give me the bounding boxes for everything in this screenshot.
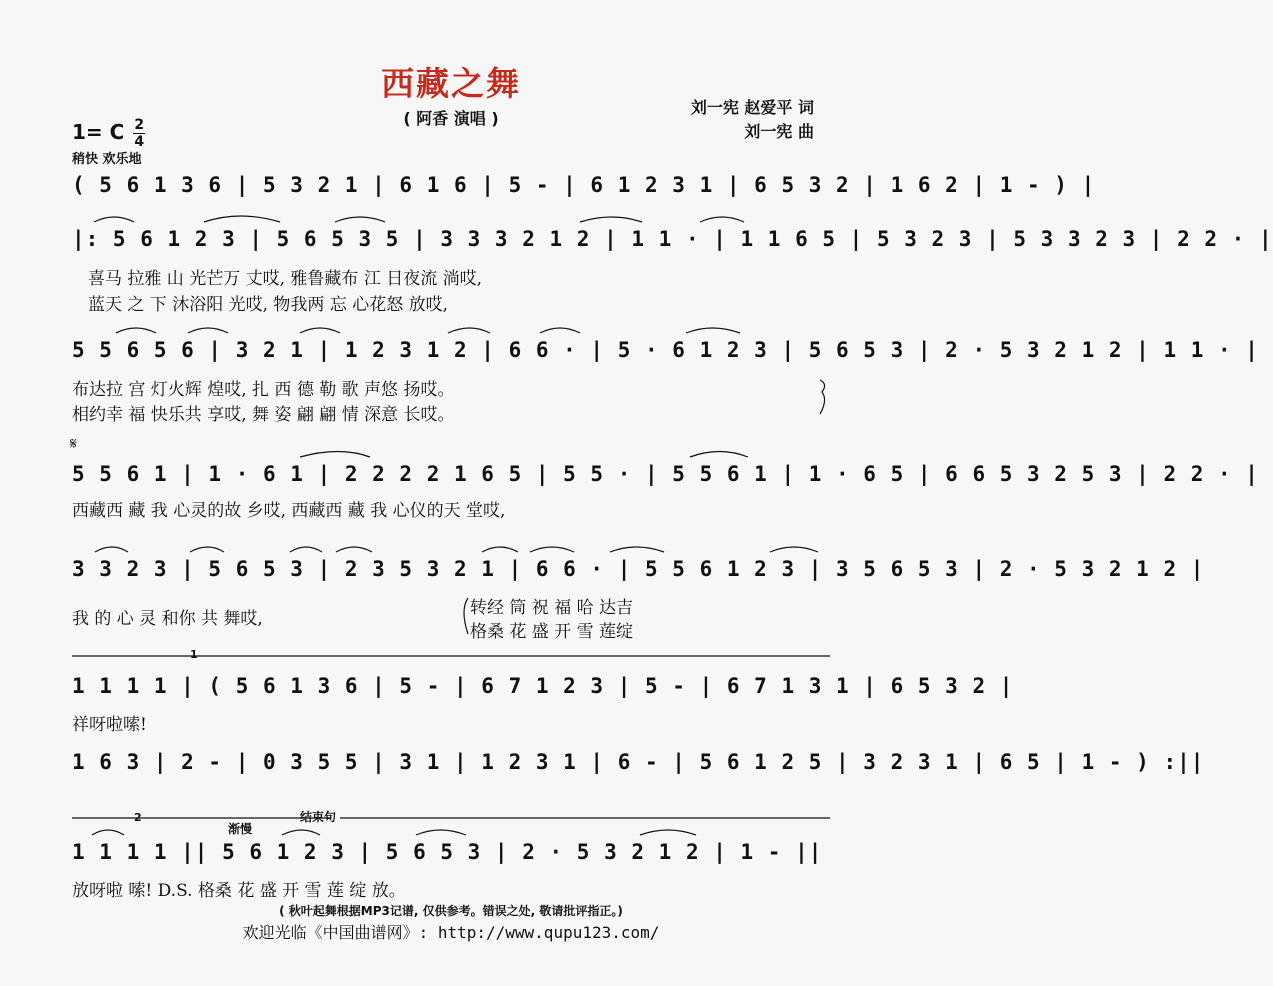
volta-1-label: 1 [190, 648, 198, 661]
lyricist-credit: 刘一宪 赵爱平 词 [690, 98, 814, 117]
lyrics-row-5-verse-2: 格桑 花 盛 开 雪 莲绽 [470, 622, 634, 642]
lyrics-row-5-main: 我 的 心 灵 和你 共 舞哎, [72, 609, 263, 629]
notation-row-1: ( 5 6 1 3 6 | 5 3 2 1 | 6 1 6 | 5 - | 6 1 2 3 1 | 6 5 3 2 | 1 6 2 | 1 - ) | [72, 173, 1096, 197]
ritardando-mark: 渐慢 [228, 822, 253, 836]
transcriber-note: ( 秋叶起舞根据MP3记谱, 仅供参考。错误之处, 敬请批评指正。) [279, 904, 623, 918]
notation-row-6: 1 1 1 1 | ( 5 6 1 3 6 | 5 - | 6 7 1 2 3 | 5 - | 6 7 1 3 1 | 6 5 3 2 | [72, 674, 1014, 698]
volta-2-label: 2 [134, 811, 142, 824]
notation-row-4: 5 5 6 1 | 1 · 6 1 | 2 2 2 2 1 6 5 | 5 5 · | 5 5 6 1 | 1 · 6 5 | 6 6 5 3 2 5 3 | 2 2 · | [72, 462, 1259, 486]
time-top: 2 [134, 117, 145, 133]
lyrics-row-3-verse-2: 相约幸 福 快乐共 享哎, 舞 姿 翩 翩 情 深意 长哎。 [72, 405, 455, 425]
lyrics-row-6: 祥呀啦嗦! [72, 715, 147, 735]
composer-credit: 刘一宪 曲 [744, 122, 814, 141]
lyrics-row-5-verse-1: 转经 筒 祝 福 哈 达吉 [470, 598, 634, 618]
lyrics-row-8: 放呀啦 嗦! D.S. 格桑 花 盛 开 雪 莲 绽 放。 [72, 881, 406, 901]
key-label: 1= C [72, 120, 125, 144]
lyrics-row-4: 西藏西 藏 我 心灵的故 乡哎, 西藏西 藏 我 心仪的天 堂哎, [72, 501, 506, 521]
song-title: 西藏之舞 [381, 64, 521, 103]
notation-row-7: 1 6 3 | 2 - | 0 3 5 5 | 3 1 | 1 2 3 1 | 6 - | 5 6 1 2 5 | 3 2 3 1 | 6 5 | 1 - ) :|| [72, 750, 1205, 774]
singer-line: ( 阿香 演唱 ) [403, 109, 499, 128]
notation-row-5: 3 3 2 3 | 5 6 5 3 | 2 3 5 3 2 1 | 6 6 · | 5 5 6 1 2 3 | 3 5 6 5 3 | 2 · 5 3 2 1 2 | [72, 557, 1205, 581]
notation-row-3: 5 5 6 5 6 | 3 2 1 | 1 2 3 1 2 | 6 6 · | 5 · 6 1 2 3 | 5 6 5 3 | 2 · 5 3 2 1 2 | 1 1 · | [72, 338, 1259, 362]
lyrics-row-2-verse-2: 蓝天 之 下 沐浴阳 光哎, 物我两 忘 心花怒 放哎, [88, 295, 449, 315]
segno-sign: 𝄋 [70, 434, 77, 453]
tempo-marking: 稍快 欢乐地 [72, 152, 142, 167]
time-bottom: 4 [134, 134, 145, 150]
lyrics-row-3-verse-1: 布达拉 宫 灯火辉 煌哎, 扎 西 德 勒 歌 声悠 扬哎。 [72, 380, 455, 400]
lyrics-row-2-verse-1: 喜马 拉雅 山 光芒万 丈哎, 雅鲁藏布 江 日夜流 淌哎, [88, 269, 483, 289]
ending-phrase-mark: 结束句 [300, 810, 337, 824]
notation-row-8: 1 1 1 1 || 5 6 1 2 3 | 5 6 5 3 | 2 · 5 3 2 1 2 | 1 - || [72, 840, 823, 864]
notation-row-2: |: 5 6 1 2 3 | 5 6 5 3 5 | 3 3 3 2 1 2 | 1 1 · | 1 1 6 5 | 5 3 2 3 | 5 3 3 2 3 | 2 2 · | [72, 227, 1273, 251]
website-line: 欢迎光临《中国曲谱网》: http://www.qupu123.com/ [242, 923, 660, 942]
